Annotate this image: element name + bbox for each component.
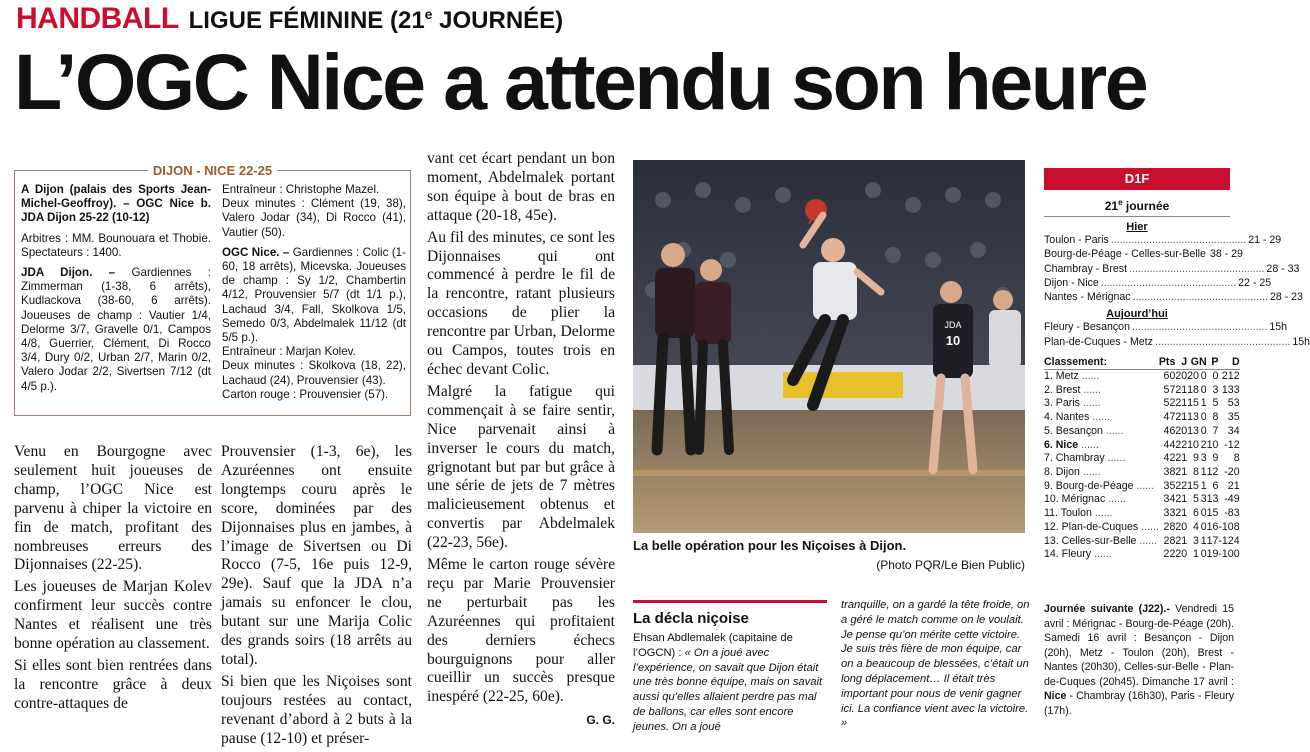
stat-cell-n: 1 bbox=[1200, 397, 1207, 410]
team-cell bbox=[1044, 452, 1159, 466]
team-cell bbox=[1044, 439, 1159, 453]
team-name: 5. Besançon bbox=[1044, 424, 1103, 437]
standings-table bbox=[1044, 355, 1240, 562]
column-header: Pts bbox=[1158, 356, 1176, 369]
next-round-nice: Nice bbox=[1044, 690, 1067, 702]
stat-cell-p: 19 bbox=[1206, 548, 1219, 561]
result-score: 28 - 33 bbox=[1266, 262, 1300, 275]
stat-cell-p: 8 bbox=[1212, 411, 1219, 424]
paragraph: Venu en Bourgogne avec seulement huit joueuses de champ, l’OGC Nice est parvenu à chiper la victoire en fin de match, profitant des nombreuses erreurs des Dijonnaises (22-25). bbox=[14, 443, 212, 574]
stat-cell-g: 10 bbox=[1187, 438, 1199, 451]
table-row bbox=[1044, 425, 1240, 439]
dijon-coach: Entraîneur : Christophe Mazel. bbox=[222, 183, 380, 196]
leader-dots: .............................................. bbox=[1129, 262, 1265, 275]
stat-cell-p: 17 bbox=[1206, 534, 1219, 547]
match-photo bbox=[633, 160, 1025, 533]
stat-cell-d: 53 bbox=[1227, 397, 1240, 410]
result-match: Nantes - Mérignac bbox=[1044, 291, 1131, 304]
stat-cell-pts: 34 bbox=[1163, 493, 1176, 506]
next-round bbox=[1044, 602, 1234, 718]
stat-cell-d: 35 bbox=[1227, 411, 1240, 424]
result-row bbox=[1044, 276, 1272, 290]
leader-dots: ...... bbox=[1133, 479, 1155, 492]
leader-dots: ...... bbox=[1138, 520, 1159, 533]
stat-cell-n: 2 bbox=[1200, 438, 1207, 451]
stat-cell-pts: 28 bbox=[1163, 520, 1176, 533]
standings-panel bbox=[1044, 168, 1310, 562]
team-name: 6. Nice bbox=[1044, 438, 1079, 451]
dijon-lineup: JDA Dijon. – Gardiennes : Zimmerman (1-38, 6 arrêts), Kudlackova (38-60, 6 arrêts). Joueuses de champ : Vautier 1/4, Delorme 3/7, Gravelle 0/1, Campos 4/8, Guerrier, Clément, Di Rocco 3/4, Dury 0/2, Urban 2/7, Marin 0/2, Valero Jodar 2/2, Sivertsen 7/12 (dt 4/5 p.). bbox=[21, 266, 211, 393]
table-row bbox=[1044, 521, 1240, 535]
result-row bbox=[1044, 290, 1303, 304]
stat-cell-p: 7 bbox=[1212, 424, 1219, 437]
team-cell bbox=[1044, 411, 1159, 425]
dijon-penalties: Deux minutes : Clément (19, 38), Valero Jodar (34), Di Rocco (41), Vautier (50). bbox=[222, 197, 406, 239]
paragraph: Les joueuses de Marjan Kolev confirment leur succès contre Nantes et réalisent une très bonne opération au classement. bbox=[14, 578, 212, 653]
stat-cell-j: 22 bbox=[1175, 479, 1188, 492]
leader-dots: .............................................. bbox=[1131, 321, 1268, 334]
article-column-3 bbox=[427, 150, 615, 730]
stat-cell-g: 3 bbox=[1193, 534, 1199, 547]
article-column-1 bbox=[14, 443, 212, 717]
stat-cell-j: 21 bbox=[1175, 534, 1188, 547]
stat-cell-pts: 33 bbox=[1163, 507, 1176, 520]
stat-cell-d: 133 bbox=[1221, 383, 1240, 396]
stat-cell-j: 21 bbox=[1175, 383, 1188, 396]
result-match: Toulon - Paris bbox=[1044, 234, 1109, 246]
table-row bbox=[1044, 507, 1240, 521]
stat-cell-n: 0 bbox=[1200, 424, 1207, 437]
fixture-time: 15h bbox=[1292, 335, 1310, 348]
photo-illustration bbox=[633, 160, 1025, 533]
paragraph: Si elles sont bien rentrées dans la rencontre grâce à deux contre-attaques de bbox=[14, 656, 212, 712]
officials-line: Arbitres : MM. Bounouara et Thobie. Spectateurs : 1400. bbox=[21, 231, 211, 259]
stat-cell-pts: 38 bbox=[1163, 466, 1176, 478]
stat-cell-d: 212 bbox=[1221, 370, 1240, 383]
nice-red-card: Carton rouge : Prouvensier (57). bbox=[222, 387, 389, 401]
team-cell bbox=[1044, 548, 1159, 562]
quote-column-2: tranquille, on a gardé la tête froide, on a géré le match comme on le voulait. Je pense qu’on mérite cette victoire. Je suis très fière de mon équipe, car on a beaucoup de blessées, c’était un long déplacement… Il était très important pour nous de venir gagner ici. La confiance vient avec la victoire. » bbox=[841, 599, 1030, 730]
team-name: 2. Brest bbox=[1044, 383, 1081, 396]
next-round-text: Vendredi 15 avril : Mérignac - Bourg-de-Péage (20h). Samedi 16 avril : Besançon - Dijon (20h), Metz - Toulon (20h), Brest - Nantes (20h30), Celles-sur-Belle - Plan-de-Cuques (20h45). Dimanche 17 avril : bbox=[1044, 603, 1234, 688]
fixture-match: Plan-de-Cuques - Metz bbox=[1044, 335, 1153, 348]
stat-cell-j: 20 bbox=[1175, 548, 1188, 561]
leader-dots: ...... bbox=[1091, 548, 1112, 561]
nice-lineup: OGC Nice. – Gardiennes : Colic (1-60, 18 arrêts), Micevska. Joueuses de champ : Sy 1/2, Chambertin 4/12, Prouvensier 5/7 (dt 1/1 p.), Lachaud 3/4, Fall, Skolkova 1/5, Semedo 0/3, Abdelmalek 11/12 (dt 5/5 p.). bbox=[222, 245, 406, 345]
team-name: 14. Fleury bbox=[1044, 548, 1092, 561]
team-cell bbox=[1044, 370, 1159, 384]
stat-cell-j: 22 bbox=[1175, 438, 1188, 451]
stat-cell-d: -12 bbox=[1224, 438, 1240, 451]
stat-cell-pts: 22 bbox=[1163, 548, 1176, 561]
match-box-title: DIJON - NICE 22-25 bbox=[15, 162, 410, 180]
stat-cell-d: -100 bbox=[1218, 548, 1240, 561]
stat-cell-j: 20 bbox=[1175, 424, 1188, 437]
standings-table-header bbox=[1044, 355, 1240, 370]
team-cell bbox=[1044, 384, 1159, 398]
paragraph: Malgré la fatigue qui commençait à se faire sentir, Nice parvenait ainsi à inverser le cours du match, grignotant but par but grâce à une série de jets de 7 mètres malicieusement obtenus et convertis par Abdelmalek (22-23, 56e). bbox=[427, 382, 615, 552]
leader-dots: .............................................. bbox=[1154, 335, 1291, 348]
fixture-time: 15h bbox=[1269, 321, 1288, 334]
stat-cell-pts: 60 bbox=[1163, 370, 1176, 383]
stat-cell-g: 1 bbox=[1193, 548, 1199, 561]
quote-speaker: Ehsan Abdlemalek (capitaine de l’OGCN) : bbox=[633, 632, 793, 659]
today-label: Aujourd’hui bbox=[1106, 308, 1168, 321]
leader-dots: ...... bbox=[1104, 452, 1126, 465]
yesterday-results bbox=[1044, 233, 1303, 304]
result-match: Bourg-de-Péage - Celles-sur-Belle bbox=[1044, 248, 1206, 261]
stat-cell-g: 4 bbox=[1193, 520, 1199, 533]
stat-cell-d: -20 bbox=[1224, 466, 1240, 478]
stat-cell-p: 9 bbox=[1212, 452, 1219, 465]
result-score: 28 - 23 bbox=[1269, 291, 1303, 304]
stat-cell-d: 34 bbox=[1227, 424, 1240, 437]
table-row bbox=[1044, 548, 1240, 562]
photo-credit: (Photo PQR/Le Bien Public) bbox=[876, 558, 1025, 572]
venue-line: A Dijon (palais des Sports Jean-Michel-Geoffroy). – OGC Nice b. JDA Dijon 25-22 (10-12) bbox=[21, 183, 211, 225]
result-row bbox=[1044, 233, 1282, 247]
stat-cell-d: -108 bbox=[1218, 520, 1240, 533]
stat-cell-pts: 47 bbox=[1163, 411, 1176, 424]
stat-cell-pts: 35 bbox=[1163, 479, 1176, 492]
match-box-left bbox=[21, 183, 211, 400]
standings-header: D1F bbox=[1044, 168, 1230, 190]
leader-dots: ...... bbox=[1136, 534, 1158, 547]
result-score: 21 - 29 bbox=[1248, 234, 1282, 246]
table-row bbox=[1044, 466, 1240, 480]
stat-cell-j: 20 bbox=[1175, 370, 1188, 383]
standings-table-body bbox=[1044, 370, 1240, 562]
column-header: D bbox=[1218, 355, 1239, 370]
paragraph: Au fil des minutes, ce sont les Dijonnaises qui ont commencé à perdre le fil de la rencontre, ratant plusieurs occasions de plier la rencontre par Urban, Delorme ou Campos, toutes trois en échec devant Colic. bbox=[427, 228, 615, 378]
leader-dots: ...... bbox=[1089, 411, 1110, 424]
team-cell bbox=[1044, 493, 1159, 507]
stat-cell-j: 21 bbox=[1175, 452, 1188, 465]
stat-cell-j: 21 bbox=[1175, 397, 1188, 410]
table-row bbox=[1044, 493, 1240, 507]
jersey-label: JDA bbox=[944, 320, 962, 330]
stat-cell-pts: 44 bbox=[1163, 438, 1176, 451]
stat-cell-p: 3 bbox=[1212, 383, 1219, 396]
divider bbox=[1044, 216, 1230, 217]
stat-cell-j: 20 bbox=[1175, 520, 1188, 533]
team-name: 9. Bourg-de-Péage bbox=[1044, 479, 1134, 492]
nice-penalties: Deux minutes : Skolkova (18, 22), Lachaud (24), Prouvensier (43). bbox=[222, 359, 406, 387]
stat-cell-n: 1 bbox=[1200, 479, 1207, 492]
table-row bbox=[1044, 411, 1240, 425]
leader-dots: ...... bbox=[1079, 466, 1101, 478]
stat-cell-d: -83 bbox=[1224, 507, 1240, 520]
column-header: N bbox=[1198, 356, 1207, 369]
stat-cell-n: 1 bbox=[1200, 534, 1207, 547]
stat-cell-d: -124 bbox=[1218, 534, 1240, 547]
fixture-match: Fleury - Besançon bbox=[1044, 321, 1130, 334]
team-cell bbox=[1044, 521, 1159, 535]
team-name: 4. Nantes bbox=[1044, 411, 1090, 424]
leader-dots: ...... bbox=[1078, 370, 1100, 383]
stat-cell-g: 15 bbox=[1187, 479, 1199, 492]
stat-cell-p: 5 bbox=[1212, 397, 1219, 410]
stat-cell-p: 12 bbox=[1206, 466, 1219, 478]
quote-column-1 bbox=[633, 631, 829, 735]
leader-dots: ...... bbox=[1078, 438, 1099, 451]
stat-cell-d: 8 bbox=[1233, 452, 1240, 465]
stat-cell-n: 0 bbox=[1200, 383, 1207, 396]
stat-cell-d: -49 bbox=[1224, 493, 1240, 506]
stat-cell-n: 0 bbox=[1200, 370, 1207, 383]
stat-cell-pts: 46 bbox=[1163, 424, 1176, 437]
stat-cell-pts: 28 bbox=[1163, 534, 1176, 547]
stat-cell-j: 21 bbox=[1175, 466, 1188, 478]
leader-dots: .............................................. bbox=[1132, 291, 1268, 304]
nice-coach: Entraîneur : Marjan Kolev. bbox=[222, 345, 356, 359]
article-column-2 bbox=[221, 443, 412, 752]
leader-dots: .............................................. bbox=[1110, 234, 1247, 246]
stat-cell-n: 0 bbox=[1200, 520, 1207, 533]
stat-cell-pts: 52 bbox=[1163, 397, 1176, 410]
stat-cell-p: 6 bbox=[1212, 479, 1219, 492]
team-cell bbox=[1044, 425, 1159, 439]
league-label: LIGUE FÉMININE (21e JOURNÉE) bbox=[188, 6, 564, 34]
stat-cell-n: 0 bbox=[1200, 548, 1207, 561]
stat-cell-p: 13 bbox=[1206, 493, 1219, 506]
fixture-row bbox=[1044, 335, 1310, 349]
stat-cell-g: 9 bbox=[1193, 452, 1199, 465]
team-name: 3. Paris bbox=[1044, 397, 1080, 410]
stat-cell-j: 21 bbox=[1175, 507, 1188, 520]
headline: L’OGC Nice a attendu son heure bbox=[14, 37, 1147, 126]
photo-caption: La belle opération pour les Niçoises à Dijon. bbox=[633, 538, 907, 553]
stat-cell-n: 0 bbox=[1200, 411, 1207, 424]
leader-dots: .............................................. bbox=[1100, 276, 1237, 289]
paragraph: Même le carton rouge sévère reçu par Marie Prouvensier ne perturbait pas les Azuréennes qui profitaient des derniers échecs bourguignons pour aller cueillir un succès presque inespéré (22-25, 60e). bbox=[427, 556, 615, 706]
team-name: 10. Mérignac bbox=[1044, 493, 1106, 506]
stat-cell-n: 3 bbox=[1200, 452, 1207, 465]
team-cell bbox=[1044, 535, 1159, 549]
team-name: 11. Toulon bbox=[1044, 507, 1092, 520]
stat-cell-g: 6 bbox=[1193, 507, 1199, 520]
paragraph: Prouvensier (1-3, 6e), les Azuréennes ont ensuite longtemps couru après le score, dominées par des Dijonnaises plus en jambes, à l’image de Sivertsen ou Di Rocco (7-5, 16e puis 12-9, 29e). Sauf que la JDA n’a jamais su enfoncer le clou, butant sur une Marija Colic des grands soirs (18 arrêts au total). bbox=[221, 443, 412, 668]
stat-cell-p: 10 bbox=[1206, 438, 1219, 451]
result-match: Dijon - Nice bbox=[1044, 276, 1099, 289]
stat-cell-pts: 57 bbox=[1163, 383, 1176, 396]
result-score: 38 - 29 bbox=[1209, 248, 1243, 261]
next-round-text-end: - Chambray (16h30), Paris - Fleury (17h). bbox=[1044, 690, 1234, 717]
stat-cell-g: 13 bbox=[1187, 424, 1199, 437]
stat-cell-d: 21 bbox=[1227, 479, 1240, 492]
sport-label: HANDBALL bbox=[16, 2, 179, 35]
stat-cell-n: 1 bbox=[1200, 466, 1207, 478]
today-fixtures bbox=[1044, 320, 1310, 349]
stat-cell-j: 21 bbox=[1175, 411, 1188, 424]
stat-cell-g: 18 bbox=[1187, 383, 1199, 396]
team-name: 12. Plan-de-Cuques bbox=[1044, 520, 1139, 533]
stat-cell-pts: 42 bbox=[1163, 452, 1176, 465]
leader-dots: ...... bbox=[1079, 397, 1101, 410]
quote-rule bbox=[633, 600, 827, 603]
result-row bbox=[1044, 262, 1300, 276]
table-row bbox=[1044, 439, 1240, 453]
leader-dots: ...... bbox=[1091, 507, 1113, 520]
team-cell bbox=[1044, 507, 1159, 521]
leader-dots: ...... bbox=[1102, 424, 1124, 437]
team-name: 8. Dijon bbox=[1044, 466, 1080, 478]
stat-cell-j: 21 bbox=[1175, 493, 1188, 506]
article-kicker bbox=[16, 2, 563, 38]
paragraph: Si bien que les Niçoises sont toujours restées au contact, revenant d’abord à 2 buts à la pause (12-10) et préser- bbox=[221, 672, 412, 747]
stat-cell-g: 5 bbox=[1193, 493, 1199, 506]
column-header: G bbox=[1187, 355, 1199, 370]
author-signature: G. G. bbox=[586, 713, 615, 728]
paragraph: vant cet écart pendant un bon moment, Abdelmalek portant son équipe à bout de bras en attaque (20-18, 45e). bbox=[427, 150, 615, 224]
team-cell bbox=[1044, 466, 1159, 480]
stat-cell-n: 0 bbox=[1200, 507, 1207, 520]
standings-round: 21e journée bbox=[1104, 198, 1170, 213]
stat-cell-p: 15 bbox=[1206, 507, 1219, 520]
leader-dots: ...... bbox=[1105, 493, 1126, 506]
match-box-right bbox=[222, 183, 406, 408]
stat-cell-g: 13 bbox=[1187, 411, 1199, 424]
column-header: Classement: bbox=[1044, 355, 1159, 370]
yesterday-label: Hier bbox=[1126, 221, 1148, 233]
table-row bbox=[1044, 480, 1240, 494]
quote-text: « On a joué avec l’expérience, on savait que Dijon était une très bonne équipe, mais on savait aussi qu’elles allaient perdre pas mal de ballons, car elles sont encore jeunes. On a joué bbox=[633, 646, 823, 733]
jersey-number: 10 bbox=[945, 333, 961, 348]
table-row bbox=[1044, 452, 1240, 466]
table-row bbox=[1044, 535, 1240, 549]
table-row bbox=[1044, 384, 1240, 398]
stat-cell-p: 16 bbox=[1206, 520, 1219, 533]
team-cell bbox=[1044, 480, 1159, 494]
fixture-row bbox=[1044, 320, 1288, 334]
team-name: 1. Metz bbox=[1044, 370, 1079, 383]
result-match: Chambray - Brest bbox=[1044, 262, 1128, 275]
stat-cell-g: 15 bbox=[1187, 397, 1199, 410]
quote-title: La décla niçoise bbox=[633, 610, 749, 627]
match-box bbox=[14, 163, 411, 416]
leader-dots: ...... bbox=[1080, 383, 1102, 396]
stat-cell-p: 0 bbox=[1212, 370, 1219, 383]
next-round-label: Journée suivante (J22).- bbox=[1044, 603, 1170, 615]
stat-cell-n: 3 bbox=[1200, 493, 1207, 506]
result-row bbox=[1044, 247, 1243, 261]
table-row bbox=[1044, 397, 1240, 411]
team-cell bbox=[1044, 397, 1159, 411]
column-header: J bbox=[1175, 355, 1187, 370]
column-header: P bbox=[1207, 355, 1219, 370]
stat-cell-g: 20 bbox=[1187, 370, 1199, 383]
team-name: 7. Chambray bbox=[1044, 452, 1105, 465]
table-row bbox=[1044, 370, 1240, 384]
team-name: 13. Celles-sur-Belle bbox=[1044, 534, 1137, 547]
result-score: 22 - 25 bbox=[1238, 276, 1272, 289]
stat-cell-g: 8 bbox=[1193, 466, 1199, 478]
